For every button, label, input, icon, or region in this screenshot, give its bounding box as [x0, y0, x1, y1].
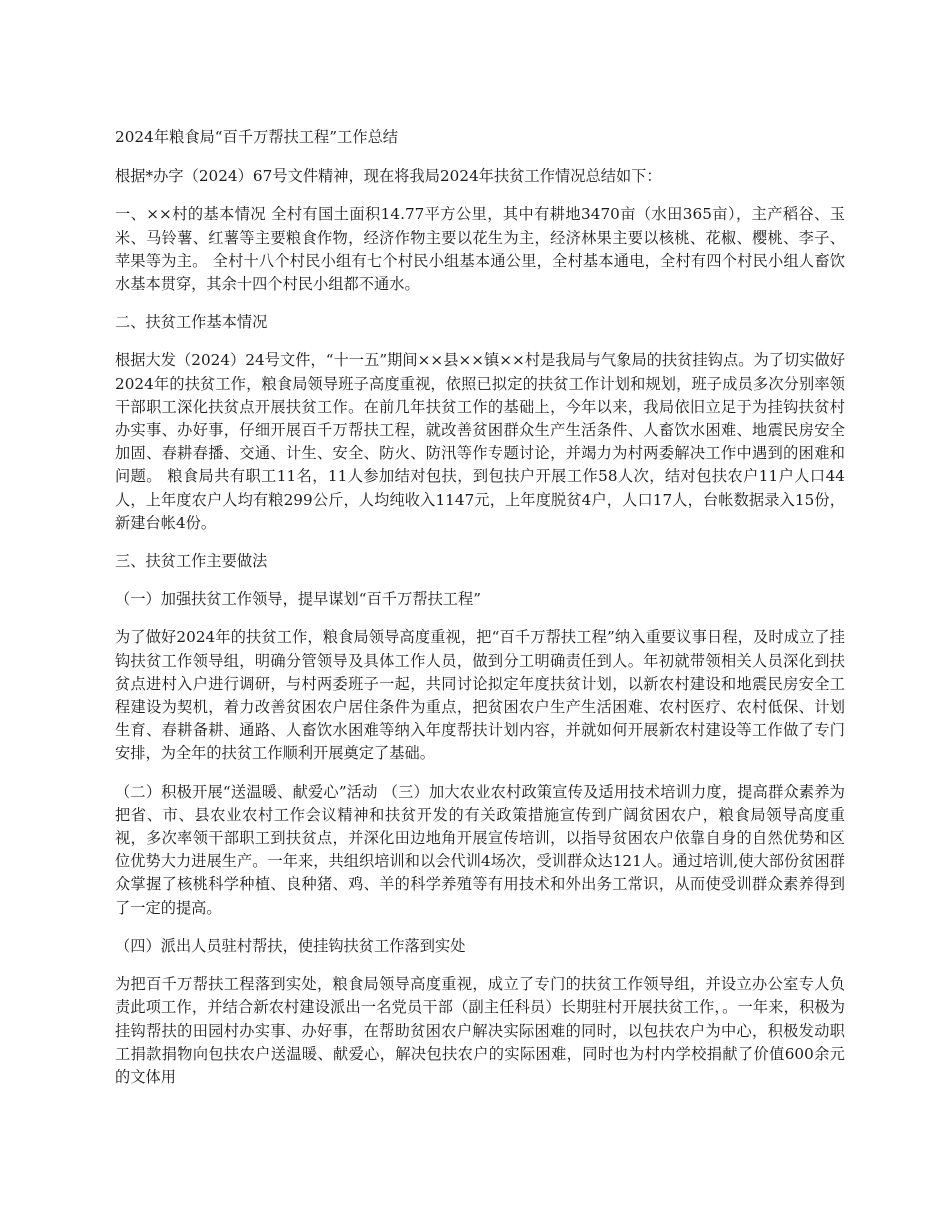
- document-title: 2024年粮食局“百千万帮扶工程”工作总结: [115, 128, 399, 146]
- subsection-2-3-paragraph: （二）积极开展“送温暖、献爱心”活动 （三）加大农业农村政策宣传及适用技术培训力度，提高群众素养为把省、市、县农业农村工作会议精神和扶贫开发的有关政策措施宣传到广阔贫困农户，粮食局领导高度重视，多次率领干部职工到扶贫点，并深化田边地角开展宣传培训，以指导贫困农户依靠自身的自然优势和区位优势大力进展生产。一年来，共组织培训和以会代训4场次，受训群众达121人。通过培训,使大部份贫困群众掌握了核桃科学种植、良种猪、鸡、羊的科学养殖等有用技术和外出务工常识，从而使受训群众素养得到了一定的提高。: [115, 782, 845, 917]
- subsection-1-paragraph: 为了做好2024年的扶贫工作，粮食局领导高度重视，把“百千万帮扶工程”纳入重要议事日程，及时成立了挂钩扶贫工作领导组，明确分管领导及具体工作人员，做到分工明确责任到人。年初就带领相关人员深化到扶贫点进村入户进行调研，与村两委班子一起，共同讨论拟定年度扶贫计划，以新农村建设和地震民房安全工程建设为契机，着力改善贫困农户居住条件为重点，把贫困农户生产生活困难、农村医疗、农村低保、计划生育、春耕备耕、通路、人畜饮水困难等纳入年度帮扶计划内容，并就如何开展新农村建设等工作做了专门安排，为全年的扶贫工作顺利开展奠定了基础。: [115, 628, 845, 763]
- document-page: [115, 126, 845, 1104]
- subsection-4-paragraph: 为把百千万帮扶工程落到实处，粮食局领导高度重视，成立了专门的扶贫工作领导组，并设立办公室专人负责此项工作，并结合新农村建设派出一名党员干部（副主任科员）长期驻村开展扶贫工作，。一年来，积极为挂钩帮扶的田园村办实事、办好事，在帮助贫困农户解决实际困难的同时，以包扶农户为中心，积极发动职工捐款捐物向包扶农户送温暖、献爱心，解决包扶农户的实际困难，同时也为村内学校捐献了价值600余元的文体用: [115, 975, 845, 1086]
- section-1-village-basics: 一、××村的基本情况 全村有国土面积14.77平方公里，其中有耕地3470亩（水田365亩），主产稻谷、玉米、马铃薯、红薯等主要粮食作物，经济作物主要以花生为主，经济林果主要以核桃、花椒、樱桃、李子、苹果等为主。 全村十八个村民小组有七个村民小组基本通公里，全村基本通电，全村有四个村民小组人畜饮水基本贯穿，其余十四个村民小组都不通水。: [115, 205, 845, 294]
- subsection-4-heading: （四）派出人员驻村帮扶，使挂钩扶贫工作落到实处: [115, 936, 466, 955]
- section-2-paragraph: 根据大发（2024）24号文件，“十一五”期间××县××镇××村是我局与气象局的扶贫挂钩点。为了切实做好2024年的扶贫工作，粮食局领导班子高度重视，依照已拟定的扶贫工作计划和规划，班子成员多次分别率领干部职工深化扶贫点开展扶贫工作。在前几年扶贫工作的基础上，今年以来，我局依旧立足于为挂钩扶贫村办实事、办好事，仔细开展百千万帮扶工程，就改善贫困群众生产生活条件、人畜饮水困难、地震民房安全加固、春耕春播、交通、计生、安全、防火、防汛等作专题讨论，并竭力为村两委解决工作中遇到的困难和问题。 粮食局共有职工11名，11人参加结对包扶，到包扶户开展工作58人次，结对包扶农户11户人口44人，上年度农户人均有粮299公斤，人均纯收入1147元，上年度脱贫4户，人口17人，台帐数据录入15份，新建台帐4份。: [115, 351, 845, 532]
- intro-paragraph: 根据*办字（2024）67号文件精神，现在将我局2024年扶贫工作情况总结如下：: [115, 167, 662, 186]
- section-3-heading: 三、扶贫工作主要做法: [115, 552, 268, 571]
- section-2-heading: 二、扶贫工作基本情况: [115, 313, 268, 332]
- subsection-1-heading: （一）加强扶贫工作领导，提早谋划“百千万帮扶工程”: [115, 590, 482, 609]
